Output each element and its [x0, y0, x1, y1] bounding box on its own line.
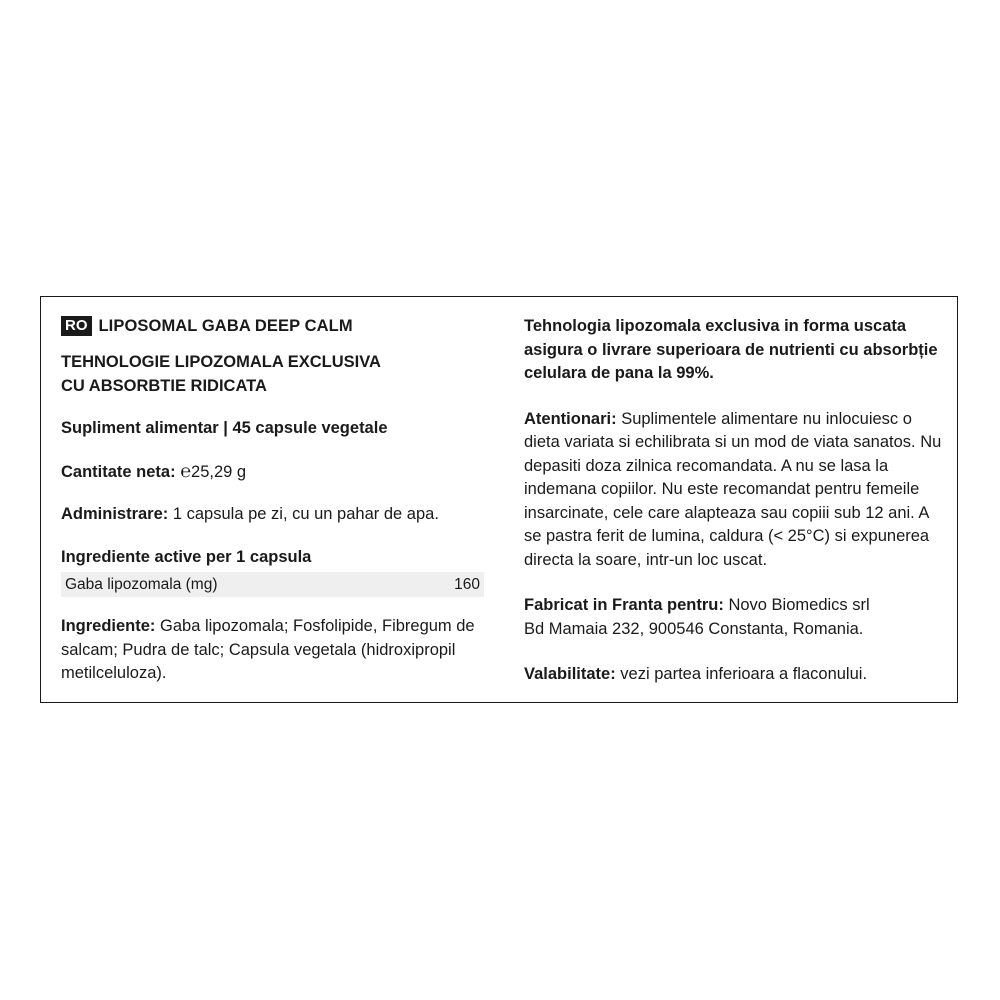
active-ingredient-value: 160 — [454, 575, 480, 593]
warnings-text: Suplimentele alimentare nu inlocuiesc o dieta variata si echilibrata si un mod de viata sanatos. Nu depasiti doza zilnica recomandata. A nu se lasa la indemana copiilor. Nu este recomandat pentru femeile insarcinate, cele care alapteaza sau copiii sub 12 ani. A se pastra ferit de lumina, caldura (< 25°C) si expunerea directa la soare, intr-un loc uscat. — [524, 409, 942, 569]
estimated-sign-icon: ℮ — [180, 460, 192, 481]
validity — [524, 663, 944, 687]
product-title-row — [61, 315, 484, 337]
ingredients — [61, 615, 484, 686]
administration — [61, 503, 484, 527]
net-quantity-value: 25,29 g — [191, 462, 247, 481]
label-right-column — [524, 315, 944, 687]
active-ingredient-row — [61, 572, 484, 597]
administration-label: Administrare: — [61, 505, 169, 523]
validity-label: Valabilitate: — [524, 665, 616, 683]
technology-line-1: TEHNOLOGIE LIPOZOMALA EXCLUSIVA — [61, 353, 381, 371]
product-label — [40, 296, 958, 703]
supplement-line: Supliment alimentar | 45 capsule vegetale — [61, 419, 388, 437]
technology-heading — [61, 351, 484, 398]
ingredients-text: Gaba lipozomala; Fosfolipide, Fibregum de salcam; Pudra de talc; Capsula vegetala (hidroxipropil metilceluloza). — [61, 617, 475, 682]
product-name: LIPOSOMAL GABA DEEP CALM — [98, 316, 353, 335]
administration-text: 1 capsula pe zi, cu un pahar de apa. — [172, 505, 439, 523]
manufacturer — [524, 594, 944, 641]
warnings-label: Atentionari: — [524, 409, 617, 428]
label-left-column — [61, 315, 484, 686]
technology-intro: Tehnologia lipozomala exclusiva in forma uscata asigura o livrare superioara de nutrienti cu absorbție celulara de pana la 99%. — [524, 317, 938, 382]
warnings — [524, 408, 944, 573]
manufacturer-address: Bd Mamaia 232, 900546 Constanta, Romania. — [524, 619, 864, 638]
active-ingredient-name: Gaba lipozomala (mg) — [65, 575, 218, 593]
validity-text: vezi partea inferioara a flaconului. — [620, 665, 868, 683]
ingredients-label: Ingrediente: — [61, 617, 156, 635]
net-quantity-label: Cantitate neta: — [61, 462, 176, 481]
manufacturer-label: Fabricat in Franta pentru: — [524, 596, 724, 614]
technology-line-2: CU ABSORBTIE RIDICATA — [61, 376, 267, 395]
manufacturer-name: Novo Biomedics srl — [728, 596, 870, 614]
net-quantity — [61, 460, 484, 485]
language-badge: RO — [61, 316, 92, 336]
active-ingredients-heading: Ingrediente active per 1 capsula — [61, 547, 312, 566]
